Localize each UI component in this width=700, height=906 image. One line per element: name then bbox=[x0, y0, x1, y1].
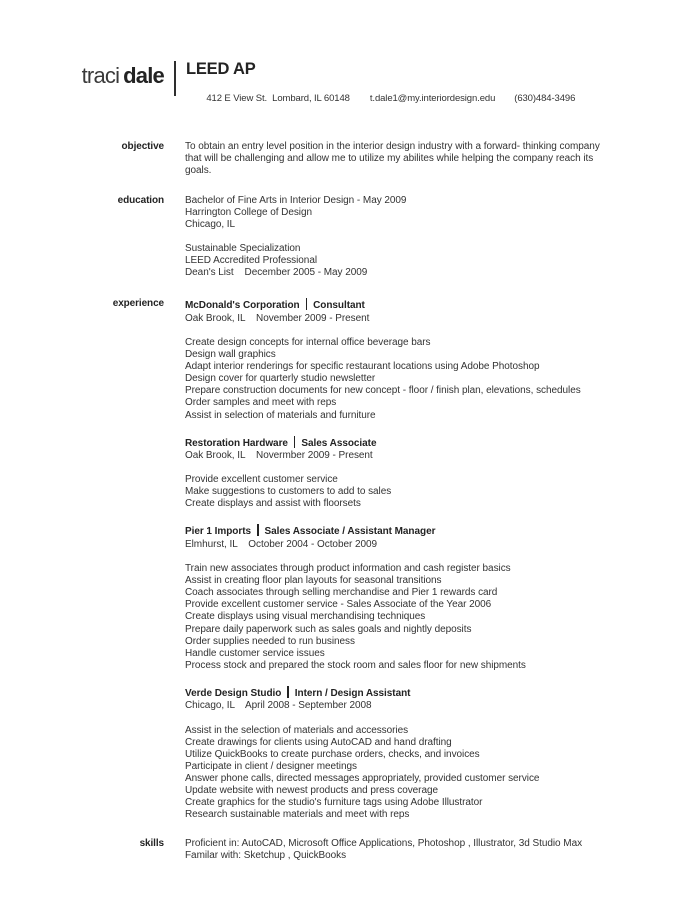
education-line: Chicago, IL bbox=[185, 218, 236, 230]
job-company: Pier 1 Imports bbox=[185, 526, 251, 538]
duty-line: Create drawings for clients using AutoCAD and hand drafting bbox=[185, 736, 452, 748]
education-degree-group bbox=[185, 195, 406, 231]
duty-line: Utilize QuickBooks to create purchase orders, checks, and invoices bbox=[185, 748, 480, 760]
education-line: LEED Accredited Professional bbox=[185, 255, 318, 267]
job-mcdonalds bbox=[185, 298, 581, 421]
duty-line: Process stock and prepared the stock room and sales floor for new shipments bbox=[185, 659, 526, 671]
duty-line: Research sustainable materials and meet with reps bbox=[185, 809, 410, 821]
section-label-education: education bbox=[117, 194, 164, 206]
job-header bbox=[185, 298, 581, 313]
education-line: Sustainable Specialization bbox=[185, 243, 301, 255]
duty-line: Assist in creating floor plan layouts for seasonal transitions bbox=[185, 575, 442, 587]
job-header bbox=[185, 436, 581, 451]
objective-text: To obtain an entry level position in the interior design industry with a forward- thinking company that will be challenging and allow me to utilize my abilites while helping the company reach its goals. bbox=[185, 140, 600, 176]
duty-line: Update website with newest products and press coverage bbox=[185, 784, 438, 796]
section-education bbox=[0, 195, 700, 280]
job-location-dates: Elmhurst, IL October 2004 - October 2009 bbox=[185, 538, 378, 550]
job-pier1-imports bbox=[185, 524, 581, 671]
duty-line: Handle customer service issues bbox=[185, 647, 325, 659]
section-experience bbox=[0, 298, 700, 821]
section-skills bbox=[0, 838, 700, 862]
section-label-objective: objective bbox=[121, 140, 164, 152]
header-right bbox=[186, 57, 575, 115]
duty-line: Prepare construction documents for new concept - floor / finish plan, elevations, schedules bbox=[185, 385, 581, 397]
duty-line: Participate in client / designer meetings bbox=[185, 760, 357, 772]
duty-line: Assist in selection of materials and furniture bbox=[185, 409, 376, 421]
duty-line: Create displays using visual merchandising techniques bbox=[185, 611, 426, 623]
job-company: Verde Design Studio bbox=[185, 687, 282, 699]
education-honors-group bbox=[185, 243, 406, 279]
job-header bbox=[185, 686, 581, 701]
job-divider bbox=[294, 436, 296, 448]
job-title: Intern / Design Assistant bbox=[294, 687, 411, 699]
job-location-dates: Chicago, IL April 2008 - September 2008 bbox=[185, 700, 372, 712]
duty-line: Create graphics for the studio's furniture tags using Adobe Illustrator bbox=[185, 797, 483, 809]
duty-line: Design wall graphics bbox=[185, 349, 276, 361]
contact-line bbox=[186, 82, 575, 115]
duty-line: Prepare daily paperwork such as sales goals and nightly deposits bbox=[185, 623, 472, 635]
contact-phone: (630)484-3496 bbox=[514, 92, 576, 104]
skills-line: Familar with: Sketchup , QuickBooks bbox=[185, 850, 347, 862]
education-line: Dean's List December 2005 - May 2009 bbox=[185, 267, 368, 279]
job-title: Sales Associate bbox=[301, 437, 377, 449]
candidate-name bbox=[0, 57, 164, 87]
job-title: Consultant bbox=[313, 300, 365, 312]
duty-line: Provide excellent customer service - Sales Associate of the Year 2006 bbox=[185, 599, 492, 611]
duty-line: Make suggestions to customers to add to sales bbox=[185, 486, 392, 498]
job-verde-design-studio bbox=[185, 686, 581, 821]
section-label-experience: experience bbox=[112, 298, 164, 310]
duty-line: Order samples and meet with reps bbox=[185, 397, 337, 409]
credential: LEED AP bbox=[186, 60, 256, 78]
header-divider bbox=[174, 61, 176, 96]
duty-line: Order supplies needed to run business bbox=[185, 635, 355, 647]
education-line: Harrington College of Design bbox=[185, 206, 313, 218]
job-duties bbox=[185, 725, 581, 822]
first-name: traci bbox=[81, 63, 120, 88]
last-name: dale bbox=[123, 63, 164, 88]
job-duties bbox=[185, 563, 581, 672]
job-duties bbox=[185, 337, 581, 422]
duty-line: Create displays and assist with floorsets bbox=[185, 498, 361, 510]
job-location-dates: Oak Brook, IL November 2009 - Present bbox=[185, 312, 370, 324]
duty-line: Train new associates through product information and cash register basics bbox=[185, 563, 511, 575]
skills-line: Proficient in: AutoCAD, Microsoft Office Applications, Photoshop , Illustrator, 3d Studio Max bbox=[185, 838, 583, 850]
job-divider bbox=[287, 686, 289, 698]
duty-line: Design cover for quarterly studio newsletter bbox=[185, 373, 376, 385]
section-label-skills: skills bbox=[139, 838, 164, 850]
job-duties bbox=[185, 474, 581, 510]
job-title: Sales Associate / Assistant Manager bbox=[264, 526, 436, 538]
job-divider bbox=[306, 298, 308, 310]
contact-email: t.dale1@my.interiordesign.edu bbox=[369, 92, 496, 104]
duty-line: Provide excellent customer service bbox=[185, 474, 338, 486]
duty-line: Coach associates through selling merchandise and Pier 1 rewards card bbox=[185, 587, 498, 599]
job-restoration-hardware bbox=[185, 436, 581, 511]
duty-line: Create design concepts for internal office beverage bars bbox=[185, 336, 431, 348]
job-location-dates: Oak Brook, IL Novermber 2009 - Present bbox=[185, 450, 373, 462]
section-objective bbox=[0, 141, 700, 177]
job-header bbox=[185, 524, 581, 539]
header bbox=[0, 0, 700, 115]
contact-address: 412 E View St. Lombard, IL 60148 bbox=[206, 92, 350, 104]
duty-line: Adapt interior renderings for specific restaurant locations using Adobe Photoshop bbox=[185, 361, 540, 373]
education-line: Bachelor of Fine Arts in Interior Design - May 2009 bbox=[185, 194, 407, 206]
job-company: Restoration Hardware bbox=[185, 437, 288, 449]
job-divider bbox=[257, 524, 259, 536]
duty-line: Assist in the selection of materials and accessories bbox=[185, 724, 409, 736]
duty-line: Answer phone calls, directed messages appropriately, provided customer service bbox=[185, 772, 540, 784]
job-company: McDonald's Corporation bbox=[185, 300, 300, 312]
